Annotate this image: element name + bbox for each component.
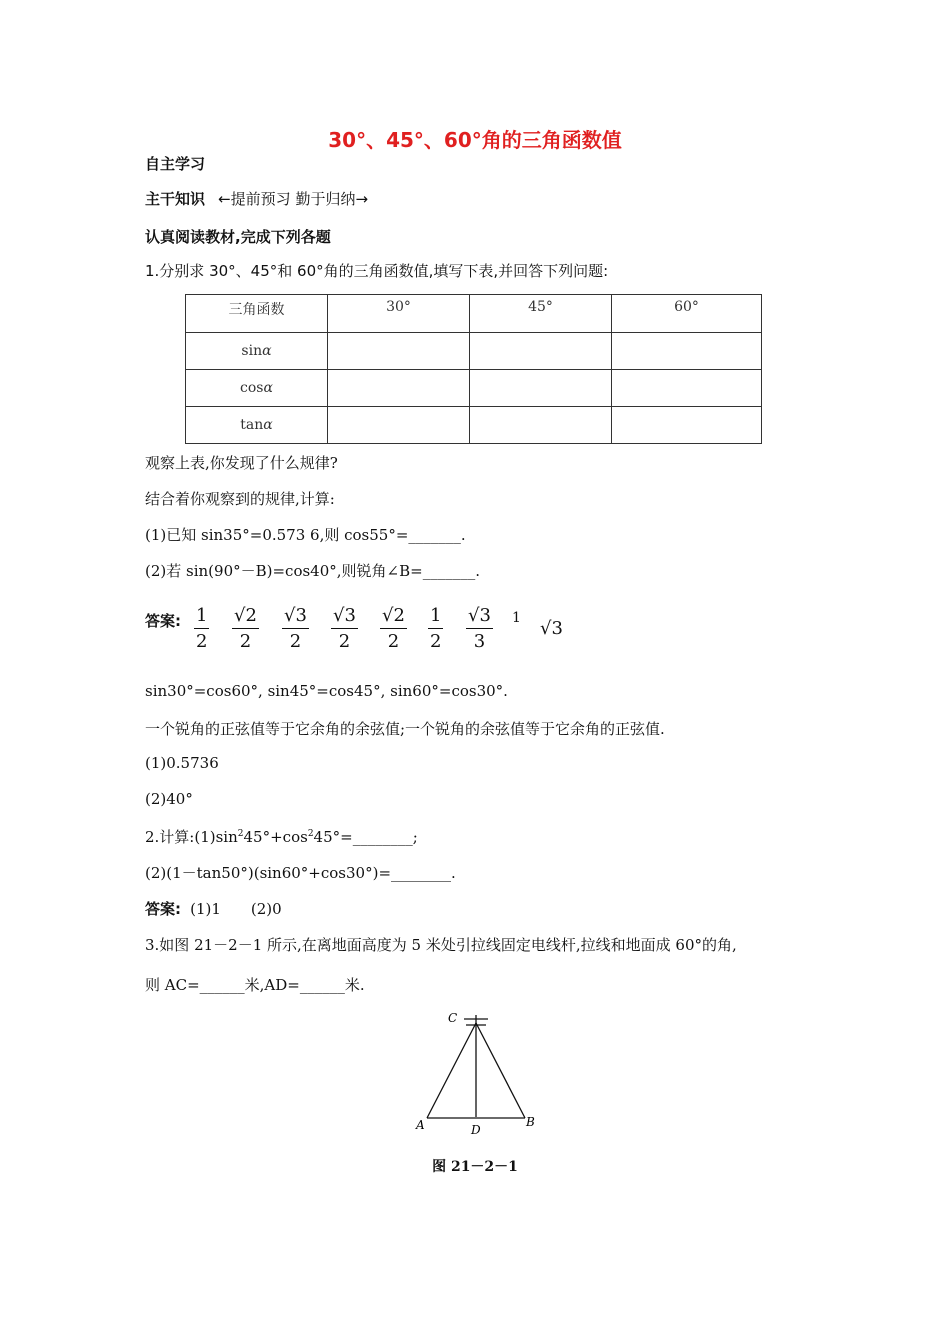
wire-ac: [427, 1023, 476, 1118]
fraction-denominator: 3: [473, 631, 486, 652]
instruction: 认真阅读教材,完成下列各题: [145, 228, 331, 246]
table-cell: [328, 370, 470, 407]
table-row: [186, 370, 762, 407]
question-2-part-2: (2)(1－tan50°)(sin60°+cos30°)=________.: [145, 864, 456, 882]
fraction-numerator: 1: [194, 604, 209, 629]
answer-one: 1: [512, 610, 521, 626]
fraction-denominator: 2: [289, 631, 302, 652]
table-fn-cell: [186, 407, 328, 444]
fn-var: α: [263, 417, 273, 433]
fn-var: α: [262, 343, 272, 359]
observe-question: 观察上表,你发现了什么规律?: [145, 454, 338, 472]
question-2-part-1: [145, 826, 418, 847]
table-header-cell: 30°: [328, 295, 470, 333]
answer-2: (2)40°: [145, 790, 193, 808]
label-a: A: [416, 1118, 425, 1132]
fraction-denominator: 2: [387, 631, 400, 652]
answer-fraction: [194, 604, 209, 655]
table-cell: [612, 333, 762, 370]
knowledge-line: [145, 188, 368, 209]
fn-var: α: [263, 380, 273, 396]
table-cell: [328, 333, 470, 370]
answer-2-values: (1)1 (2)0: [190, 900, 282, 918]
answer-fraction: [232, 604, 259, 655]
table-fn-cell: [186, 370, 328, 407]
main-knowledge-label: 主干知识: [145, 190, 206, 208]
question-3-line-2: 则 AC=______米,AD=______米.: [145, 976, 365, 994]
table-fn-cell: [186, 333, 328, 370]
answer-1: (1)0.5736: [145, 754, 219, 772]
q2-text: 2.计算:(1)sin: [145, 828, 238, 846]
table-cell: [612, 370, 762, 407]
fn-name: sin: [241, 343, 263, 359]
fraction-denominator: 2: [430, 631, 442, 652]
answer-fraction: [380, 604, 407, 655]
answer-fraction: [428, 604, 443, 655]
fraction-numerator: √2: [232, 604, 259, 629]
table-row: [186, 333, 762, 370]
wire-bc: [476, 1023, 525, 1118]
answer-fraction: [466, 604, 493, 655]
section-heading: 自主学习: [145, 155, 206, 173]
table-cell: [470, 407, 612, 444]
figure-caption: 图 21－2－1: [432, 1159, 518, 1175]
fraction-denominator: 2: [196, 631, 208, 652]
fraction-denominator: 2: [338, 631, 351, 652]
table-header-cell: 60°: [612, 295, 762, 333]
combine-instruction: 结合着你观察到的规律,计算:: [145, 490, 335, 508]
table-cell: [328, 407, 470, 444]
arrow-note: ←提前预习 勤于归纳→: [218, 190, 369, 208]
fraction-numerator: √3: [466, 604, 493, 629]
trig-table: [185, 294, 762, 444]
answer-fraction: [282, 604, 309, 655]
answer-label: 答案:: [145, 612, 181, 630]
fraction-numerator: √2: [380, 604, 407, 629]
label-b: B: [526, 1115, 535, 1129]
table-cell: [470, 333, 612, 370]
answer-sqrt3: √3: [540, 618, 563, 639]
q2-text: 45°+cos: [243, 828, 308, 846]
fraction-numerator: √3: [331, 604, 358, 629]
superscript: 2: [307, 829, 314, 839]
label-c: C: [448, 1011, 458, 1025]
table-cell: [470, 370, 612, 407]
table-header-row: [186, 295, 762, 333]
answer-2-line: [145, 898, 282, 919]
table-header-cell: 三角函数: [186, 295, 328, 333]
question-1: 1.分别求 30°、45°和 60°角的三角函数值,填写下表,并回答下列问题:: [145, 262, 609, 280]
label-d: D: [471, 1123, 481, 1137]
identity-line: sin30°=cos60°, sin45°=cos45°, sin60°=cos30°.: [145, 682, 508, 700]
fraction-denominator: 2: [239, 631, 252, 652]
sub-question-2: (2)若 sin(90°－B)=cos40°,则锐角∠B=_______.: [145, 562, 480, 580]
fn-name: tan: [240, 417, 264, 433]
answer-fraction: [331, 604, 358, 655]
answer-label: 答案:: [145, 900, 181, 918]
rule-line: 一个锐角的正弦值等于它余角的余弦值;一个锐角的余弦值等于它余角的正弦值.: [145, 720, 665, 738]
fraction-numerator: 1: [428, 604, 443, 629]
table-row: [186, 407, 762, 444]
superscript: 2: [237, 829, 244, 839]
page-title: 30°、45°、60°角的三角函数值: [328, 128, 622, 152]
table-header-cell: 45°: [470, 295, 612, 333]
sub-question-1: (1)已知 sin35°=0.573 6,则 cos55°=_______.: [145, 526, 466, 544]
q2-text: 45°=________;: [313, 828, 418, 846]
pole-diagram: [400, 1005, 560, 1145]
fn-name: cos: [240, 380, 264, 396]
table-cell: [612, 407, 762, 444]
fraction-numerator: √3: [282, 604, 309, 629]
question-3-line-1: 3.如图 21－2－1 所示,在离地面高度为 5 米处引拉线固定电线杆,拉线和地面成 60°的角,: [145, 936, 737, 954]
